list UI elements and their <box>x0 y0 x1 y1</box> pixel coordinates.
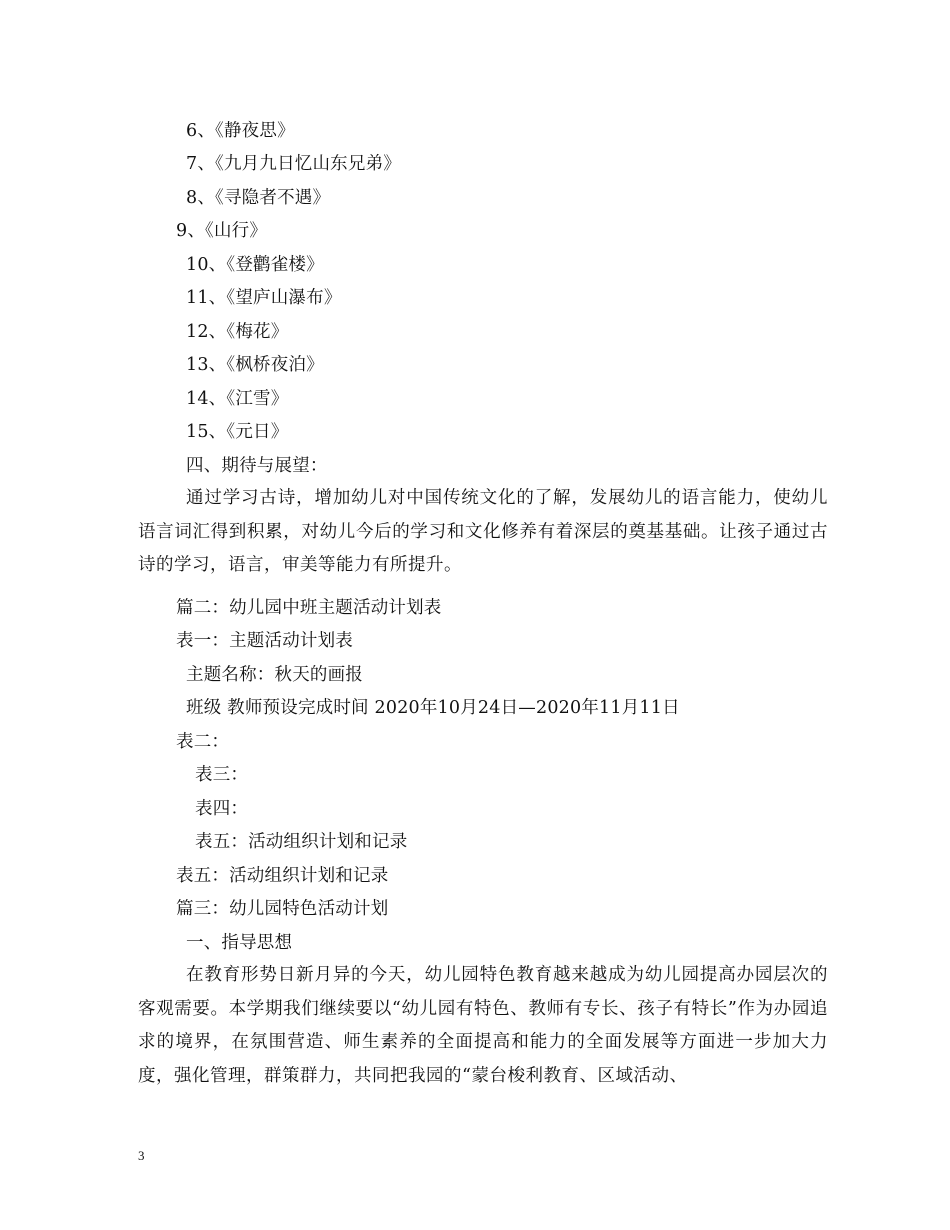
guiding-paragraph: 在教育形势日新月异的今天，幼儿园特色教育越来越成为幼儿园提高办园层次的客观需要。本学期我们继续要以“幼儿园有特色、教师有专长、孩子有特长”作为办园追求的境界，在氛围营造、师生素养的全面提高和能力的全面发展等方面进一步加大力度，强化管理，群策群力，共同把我园的“蒙台梭利教育、区域活动、 <box>138 965 828 1086</box>
table-five-label-indented: 表五：活动组织计划和记录 <box>195 832 408 852</box>
section-four-paragraph: 通过学习古诗，增加幼儿对中国传统文化的了解，发展幼儿的语言能力，使幼儿语言词汇得到积累，对幼儿今后的学习和文化修养有着深层的奠基基础。让孩子通过古诗的学习，语言，审美等能力有所提升。 <box>138 488 828 575</box>
table-three-label: 表三： <box>195 765 249 785</box>
table-five-label: 表五：活动组织计划和记录 <box>176 866 389 886</box>
poem-item-9: 9、《山行》 <box>176 221 268 241</box>
table-one-title: 表一：主题活动计划表 <box>176 631 353 651</box>
theme-name: 主题名称：秋天的画报 <box>186 665 363 685</box>
section-four-heading: 四、期待与展望： <box>186 456 328 476</box>
poem-item-12: 12、《梅花》 <box>186 322 289 342</box>
poem-item-6: 6、《静夜思》 <box>186 121 295 141</box>
poem-item-7: 7、《九月九日忆山东兄弟》 <box>186 154 401 174</box>
table-two-label: 表二： <box>176 732 230 752</box>
table-four-label: 表四： <box>195 799 249 819</box>
poem-item-11: 11、《望庐山瀑布》 <box>186 288 342 308</box>
poem-item-14: 14、《江雪》 <box>186 389 289 409</box>
part-two-title: 篇二：幼儿园中班主题活动计划表 <box>176 598 442 618</box>
part-three-title: 篇三：幼儿园特色活动计划 <box>176 899 389 919</box>
poem-item-8: 8、《寻隐者不遇》 <box>186 188 331 208</box>
page-number: 3 <box>138 1148 145 1163</box>
poem-item-10: 10、《登鹳雀楼》 <box>186 255 324 275</box>
class-schedule: 班级 教师预设完成时间 2020年10月24日—2020年11月11日 <box>186 698 680 718</box>
guiding-heading: 一、指导思想 <box>186 933 293 953</box>
poem-item-13: 13、《枫桥夜泊》 <box>186 355 324 375</box>
poem-item-15: 15、《元日》 <box>186 422 289 442</box>
